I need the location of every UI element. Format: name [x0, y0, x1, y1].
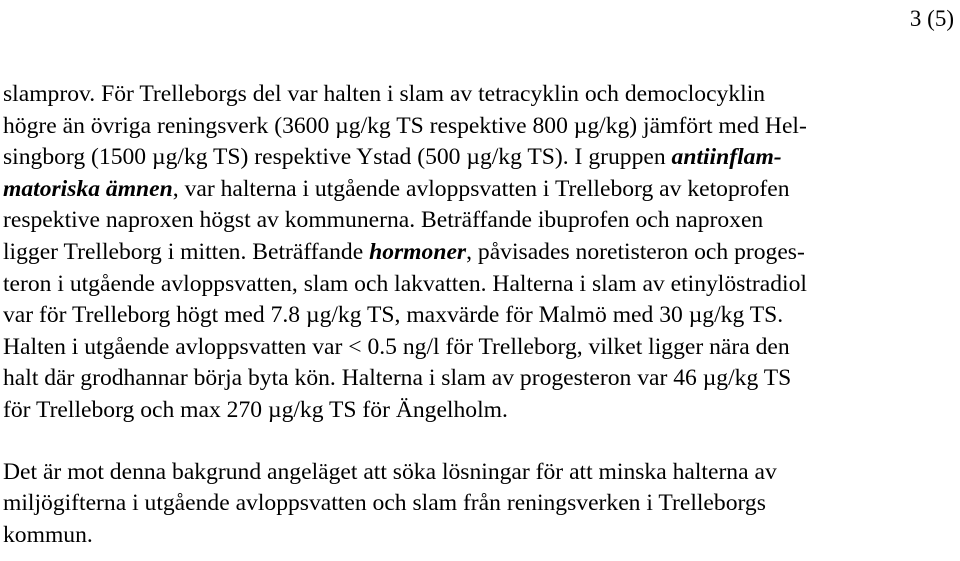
text-run: Halten i utgående avloppsvatten var < 0.5 ng/l för Trelleborg, vilket ligger nära den [3, 333, 790, 360]
text-line [3, 395, 953, 427]
text-run: teron i utgående avloppsvatten, slam och lakvatten. Halterna i slam av etinylöstradiol [3, 270, 807, 297]
text-line [3, 332, 953, 364]
text-run: singborg (1500 µg/kg TS) respektive Ystad (500 µg/kg TS). I gruppen [3, 144, 672, 171]
text-line [3, 111, 953, 143]
text-run: ligger Trelleborg i mitten. Beträffande [3, 238, 370, 265]
text-line [3, 174, 953, 206]
text-line [3, 237, 953, 269]
text-run: var för Trelleborg högt med 7.8 µg/kg TS, maxvärde för Malmö med 30 µg/kg TS. [3, 302, 784, 329]
text-line [3, 300, 953, 332]
text-line [3, 205, 953, 237]
text-run: för Trelleborg och max 270 µg/kg TS för Ängelholm. [3, 396, 508, 423]
text-run: respektive naproxen högst av kommunerna. Beträffande ibuprofen och naproxen [3, 207, 764, 234]
document-body [3, 79, 953, 551]
text-line [3, 142, 953, 174]
emphasis-hormones: hormoner [369, 238, 467, 265]
text-run: miljögifterna i utgående avloppsvatten och slam från reningsverken i Trelleborgs [3, 490, 766, 517]
text-line [3, 488, 953, 520]
text-run: Det är mot denna bakgrund angeläget att söka lösningar för att minska halterna av [3, 458, 777, 485]
text-line [3, 269, 953, 301]
text-run: högre än övriga reningsverk (3600 µg/kg TS respektive 800 µg/kg) jämfört med Hel- [3, 112, 807, 139]
page-number: 3 (5) [909, 6, 954, 31]
text-line [3, 520, 953, 552]
text-run: halt där grodhannar börja byta kön. Halterna i slam av progesteron var 46 µg/kg TS [3, 365, 792, 392]
text-line [3, 457, 953, 489]
text-run: slamprov. För Trelleborgs del var halten i slam av tetracyklin och democlocyklin [3, 81, 766, 107]
paragraph-spacer [3, 427, 953, 457]
emphasis-antiinflammatory: antiinflam- [671, 144, 782, 171]
text-line [3, 79, 953, 111]
text-run: kommun. [3, 521, 93, 548]
text-run: , påvisades noretisteron och proges- [466, 238, 805, 265]
paragraph-results [3, 79, 953, 427]
paragraph-conclusion [3, 457, 953, 552]
text-line [3, 363, 953, 395]
text-run: , var halterna i utgående avloppsvatten i Trelleborg av ketoprofen [172, 175, 790, 202]
emphasis-antiinflammatory-cont: matoriska ämnen [3, 175, 173, 202]
